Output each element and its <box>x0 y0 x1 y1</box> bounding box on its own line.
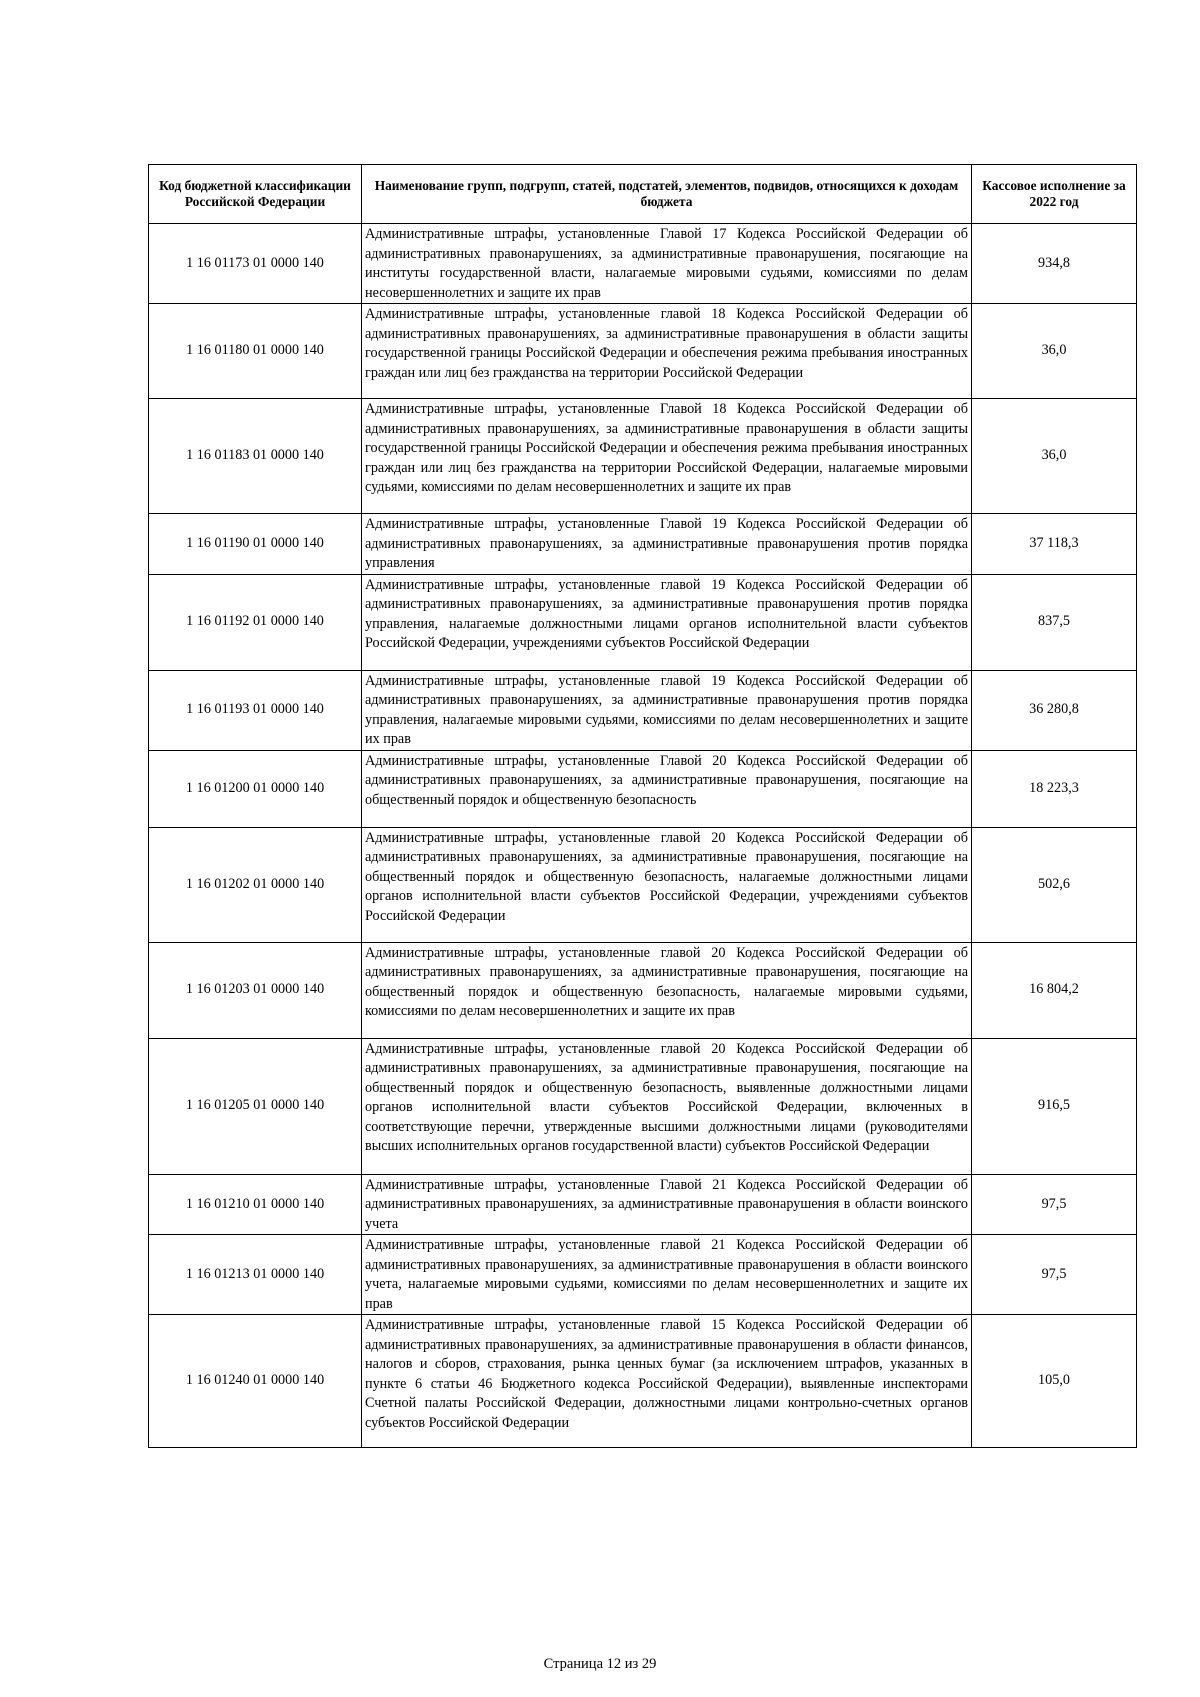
table-row <box>149 1235 1137 1315</box>
table-row <box>149 1315 1137 1448</box>
row-amount: 36,0 <box>972 399 1137 514</box>
row-code: 1 16 01210 01 0000 140 <box>149 1174 362 1235</box>
table-row <box>149 514 1137 575</box>
row-name: Административные штрафы, установленные главой 18 Кодекса Российской Федерации об административных правонарушениях, за административные правонарушения в области защиты государственной границы Российской Федерации и обеспечения режима пребывания иностранных граждан или лиц без гражданства на территории Российской Федерации <box>362 304 972 399</box>
row-code: 1 16 01202 01 0000 140 <box>149 827 362 942</box>
row-name: Административные штрафы, установленные Главой 18 Кодекса Российской Федерации об административных правонарушениях, за административные правонарушения в области защиты государственной границы Российской Федерации и обеспечения режима пребывания иностранных граждан или лиц без гражданства на территории Российской Федерации, налагаемые мировыми судьями, комиссиями по делам несовершеннолетних и защите их прав <box>362 399 972 514</box>
row-code: 1 16 01205 01 0000 140 <box>149 1038 362 1174</box>
row-name: Административные штрафы, установленные главой 19 Кодекса Российской Федерации об административных правонарушениях, за административные правонарушения против порядка управления, налагаемые мировыми судьями, комиссиями по делам несовершеннолетних и защите их прав <box>362 670 972 750</box>
row-amount: 36 280,8 <box>972 670 1137 750</box>
row-name: Административные штрафы, установленные главой 19 Кодекса Российской Федерации об административных правонарушениях, за административные правонарушения против порядка управления, налагаемые должностными лицами органов исполнительной власти субъектов Российской Федерации, учреждениями субъектов Российской Федерации <box>362 574 972 670</box>
row-name: Административные штрафы, установленные Главой 21 Кодекса Российской Федерации об административных правонарушениях, за административные правонарушения в области воинского учета <box>362 1174 972 1235</box>
row-amount: 916,5 <box>972 1038 1137 1174</box>
row-name: Административные штрафы, установленные главой 20 Кодекса Российской Федерации об административных правонарушениях, за административные правонарушения, посягающие на общественный порядок и общественную безопасность, выявленные должностными лицами органов исполнительной власти субъектов Российской Федерации, включенных в соответствующие перечни, утвержденные высшими должностными лицами (руководителями высших исполнительных органов государственной власти) субъектов Российской Федерации <box>362 1038 972 1174</box>
row-name: Административные штрафы, установленные главой 20 Кодекса Российской Федерации об административных правонарушениях, за административные правонарушения, посягающие на общественный порядок и общественную безопасность, налагаемые мировыми судьями, комиссиями по делам несовершеннолетних и защите их прав <box>362 942 972 1038</box>
row-code: 1 16 01240 01 0000 140 <box>149 1315 362 1448</box>
row-amount: 105,0 <box>972 1315 1137 1448</box>
table-row <box>149 1038 1137 1174</box>
page-number: Страница 12 из 29 <box>543 1656 657 1672</box>
row-amount: 934,8 <box>972 224 1137 304</box>
table-row <box>149 942 1137 1038</box>
table-row <box>149 1174 1137 1235</box>
row-name: Административные штрафы, установленные Главой 17 Кодекса Российской Федерации об административных правонарушениях, за административные правонарушения, посягающие на институты государственной власти, налагаемые мировыми судьями, комиссиями по делам несовершеннолетних и защите их прав <box>362 224 972 304</box>
row-amount: 97,5 <box>972 1235 1137 1315</box>
table-row <box>149 304 1137 399</box>
table-row <box>149 670 1137 750</box>
row-amount: 37 118,3 <box>972 514 1137 575</box>
row-amount: 97,5 <box>972 1174 1137 1235</box>
row-code: 1 16 01200 01 0000 140 <box>149 750 362 827</box>
row-name: Административные штрафы, установленные Главой 20 Кодекса Российской Федерации об административных правонарушениях, за административные правонарушения, посягающие на общественный порядок и общественную безопасность <box>362 750 972 827</box>
header-code: Код бюджетной классификации Российской Федерации <box>149 165 362 224</box>
row-amount: 837,5 <box>972 574 1137 670</box>
row-amount: 36,0 <box>972 304 1137 399</box>
row-code: 1 16 01173 01 0000 140 <box>149 224 362 304</box>
row-code: 1 16 01213 01 0000 140 <box>149 1235 362 1315</box>
table-header-row <box>149 165 1137 224</box>
row-amount: 502,6 <box>972 827 1137 942</box>
row-code: 1 16 01190 01 0000 140 <box>149 514 362 575</box>
row-code: 1 16 01203 01 0000 140 <box>149 942 362 1038</box>
row-amount: 18 223,3 <box>972 750 1137 827</box>
row-name: Административные штрафы, установленные главой 15 Кодекса Российской Федерации об административных правонарушениях, за административные правонарушения в области финансов, налогов и сборов, страхования, рынка ценных бумаг (за исключением штрафов, указанных в пункте 6 статьи 46 Бюджетного кодекса Российской Федерации), выявленные инспекторами Счетной палаты Российской Федерации, должностными лицами контрольно-счетных органов субъектов Российской Федерации <box>362 1315 972 1448</box>
table-row <box>149 750 1137 827</box>
table-row <box>149 224 1137 304</box>
header-name: Наименование групп, подгрупп, статей, подстатей, элементов, подвидов, относящихся к доходам бюджета <box>362 165 972 224</box>
table-row <box>149 399 1137 514</box>
revenue-table <box>148 164 1137 1448</box>
row-code: 1 16 01192 01 0000 140 <box>149 574 362 670</box>
row-code: 1 16 01183 01 0000 140 <box>149 399 362 514</box>
row-name: Административные штрафы, установленные главой 20 Кодекса Российской Федерации об административных правонарушениях, за административные правонарушения, посягающие на общественный порядок и общественную безопасность, налагаемые должностными лицами органов исполнительной власти субъектов Российской Федерации, учреждениями субъектов Российской Федерации <box>362 827 972 942</box>
row-code: 1 16 01193 01 0000 140 <box>149 670 362 750</box>
row-amount: 16 804,2 <box>972 942 1137 1038</box>
row-code: 1 16 01180 01 0000 140 <box>149 304 362 399</box>
row-name: Административные штрафы, установленные главой 21 Кодекса Российской Федерации об административных правонарушениях, за административные правонарушения в области воинского учета, налагаемые мировыми судьями, комиссиями по делам несовершеннолетних и защите их прав <box>362 1235 972 1315</box>
table-row <box>149 827 1137 942</box>
header-amount: Кассовое исполнение за 2022 год <box>972 165 1137 224</box>
row-name: Административные штрафы, установленные Главой 19 Кодекса Российской Федерации об административных правонарушениях, за административные правонарушения против порядка управления <box>362 514 972 575</box>
table-row <box>149 574 1137 670</box>
